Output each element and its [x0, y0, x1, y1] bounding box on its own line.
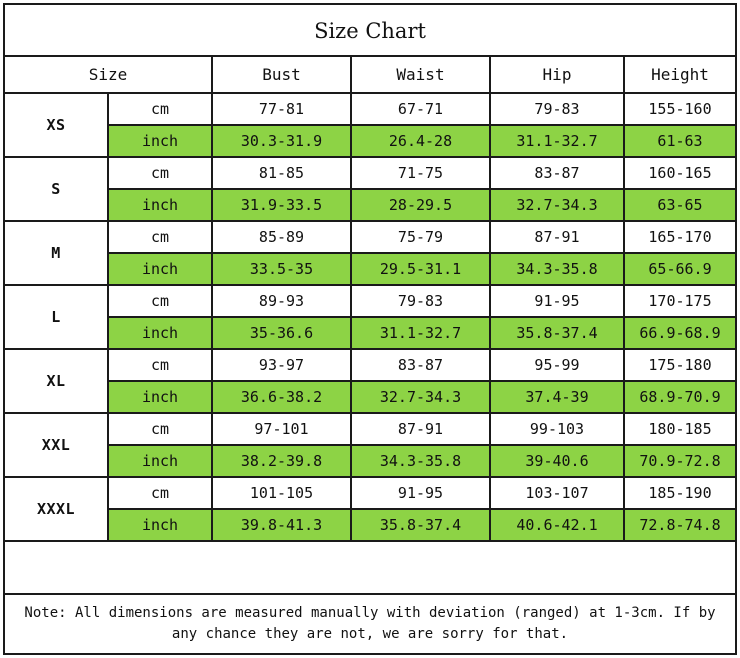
unit-label: inch: [108, 189, 212, 221]
height-value: 63-65: [624, 189, 735, 221]
header-height: Height: [624, 57, 735, 93]
hip-value: 79-83: [490, 93, 624, 125]
header-waist: Waist: [351, 57, 490, 93]
waist-value: 32.7-34.3: [351, 381, 490, 413]
unit-label: cm: [108, 93, 212, 125]
waist-value: 35.8-37.4: [351, 509, 490, 541]
unit-label: cm: [108, 413, 212, 445]
waist-value: 75-79: [351, 221, 490, 253]
hip-value: 103-107: [490, 477, 624, 509]
table-row: [5, 509, 735, 541]
size-chart-sheet: [3, 3, 737, 655]
table-row: [5, 413, 735, 445]
height-value: 61-63: [624, 125, 735, 157]
bust-value: 85-89: [212, 221, 351, 253]
bust-value: 39.8-41.3: [212, 509, 351, 541]
header-hip: Hip: [490, 57, 624, 93]
height-value: 72.8-74.8: [624, 509, 735, 541]
table-row: [5, 125, 735, 157]
chart-title: Size Chart: [5, 5, 735, 57]
unit-label: inch: [108, 317, 212, 349]
bust-value: 36.6-38.2: [212, 381, 351, 413]
hip-value: 31.1-32.7: [490, 125, 624, 157]
waist-value: 91-95: [351, 477, 490, 509]
bust-value: 77-81: [212, 93, 351, 125]
waist-value: 28-29.5: [351, 189, 490, 221]
size-label: M: [5, 221, 108, 285]
height-value: 185-190: [624, 477, 735, 509]
table-row: [5, 381, 735, 413]
hip-value: 40.6-42.1: [490, 509, 624, 541]
hip-value: 34.3-35.8: [490, 253, 624, 285]
footnote: Note: All dimensions are measured manually with deviation (ranged) at 1-3cm. If by any chance they are not, we are sorry for that.: [5, 593, 735, 653]
hip-value: 99-103: [490, 413, 624, 445]
waist-value: 29.5-31.1: [351, 253, 490, 285]
bust-value: 30.3-31.9: [212, 125, 351, 157]
size-table: [5, 57, 735, 542]
height-value: 70.9-72.8: [624, 445, 735, 477]
height-value: 68.9-70.9: [624, 381, 735, 413]
height-value: 65-66.9: [624, 253, 735, 285]
table-row: [5, 221, 735, 253]
height-value: 180-185: [624, 413, 735, 445]
bust-value: 97-101: [212, 413, 351, 445]
waist-value: 34.3-35.8: [351, 445, 490, 477]
unit-label: cm: [108, 285, 212, 317]
table-row: [5, 157, 735, 189]
unit-label: inch: [108, 253, 212, 285]
bust-value: 33.5-35: [212, 253, 351, 285]
size-label: XL: [5, 349, 108, 413]
table-row: [5, 93, 735, 125]
bust-value: 81-85: [212, 157, 351, 189]
height-value: 155-160: [624, 93, 735, 125]
table-row: [5, 477, 735, 509]
bust-value: 101-105: [212, 477, 351, 509]
size-table-body: [5, 93, 735, 541]
unit-label: inch: [108, 125, 212, 157]
hip-value: 91-95: [490, 285, 624, 317]
bust-value: 93-97: [212, 349, 351, 381]
size-label: XXL: [5, 413, 108, 477]
waist-value: 31.1-32.7: [351, 317, 490, 349]
header-size: Size: [5, 57, 212, 93]
table-row: [5, 285, 735, 317]
table-row: [5, 349, 735, 381]
hip-value: 95-99: [490, 349, 624, 381]
table-row: [5, 445, 735, 477]
bust-value: 89-93: [212, 285, 351, 317]
size-label: XS: [5, 93, 108, 157]
bust-value: 35-36.6: [212, 317, 351, 349]
waist-value: 87-91: [351, 413, 490, 445]
hip-value: 87-91: [490, 221, 624, 253]
hip-value: 83-87: [490, 157, 624, 189]
height-value: 165-170: [624, 221, 735, 253]
table-row: [5, 253, 735, 285]
hip-value: 37.4-39: [490, 381, 624, 413]
unit-label: cm: [108, 157, 212, 189]
unit-label: inch: [108, 509, 212, 541]
hip-value: 35.8-37.4: [490, 317, 624, 349]
height-value: 175-180: [624, 349, 735, 381]
table-row: [5, 317, 735, 349]
hip-value: 32.7-34.3: [490, 189, 624, 221]
header-bust: Bust: [212, 57, 351, 93]
height-value: 170-175: [624, 285, 735, 317]
unit-label: cm: [108, 477, 212, 509]
height-value: 66.9-68.9: [624, 317, 735, 349]
waist-value: 26.4-28: [351, 125, 490, 157]
waist-value: 71-75: [351, 157, 490, 189]
size-label: XXXL: [5, 477, 108, 541]
bust-value: 38.2-39.8: [212, 445, 351, 477]
size-label: S: [5, 157, 108, 221]
unit-label: inch: [108, 381, 212, 413]
unit-label: inch: [108, 445, 212, 477]
hip-value: 39-40.6: [490, 445, 624, 477]
bust-value: 31.9-33.5: [212, 189, 351, 221]
waist-value: 67-71: [351, 93, 490, 125]
unit-label: cm: [108, 221, 212, 253]
header-row: [5, 57, 735, 93]
size-label: L: [5, 285, 108, 349]
waist-value: 79-83: [351, 285, 490, 317]
height-value: 160-165: [624, 157, 735, 189]
table-row: [5, 189, 735, 221]
unit-label: cm: [108, 349, 212, 381]
waist-value: 83-87: [351, 349, 490, 381]
